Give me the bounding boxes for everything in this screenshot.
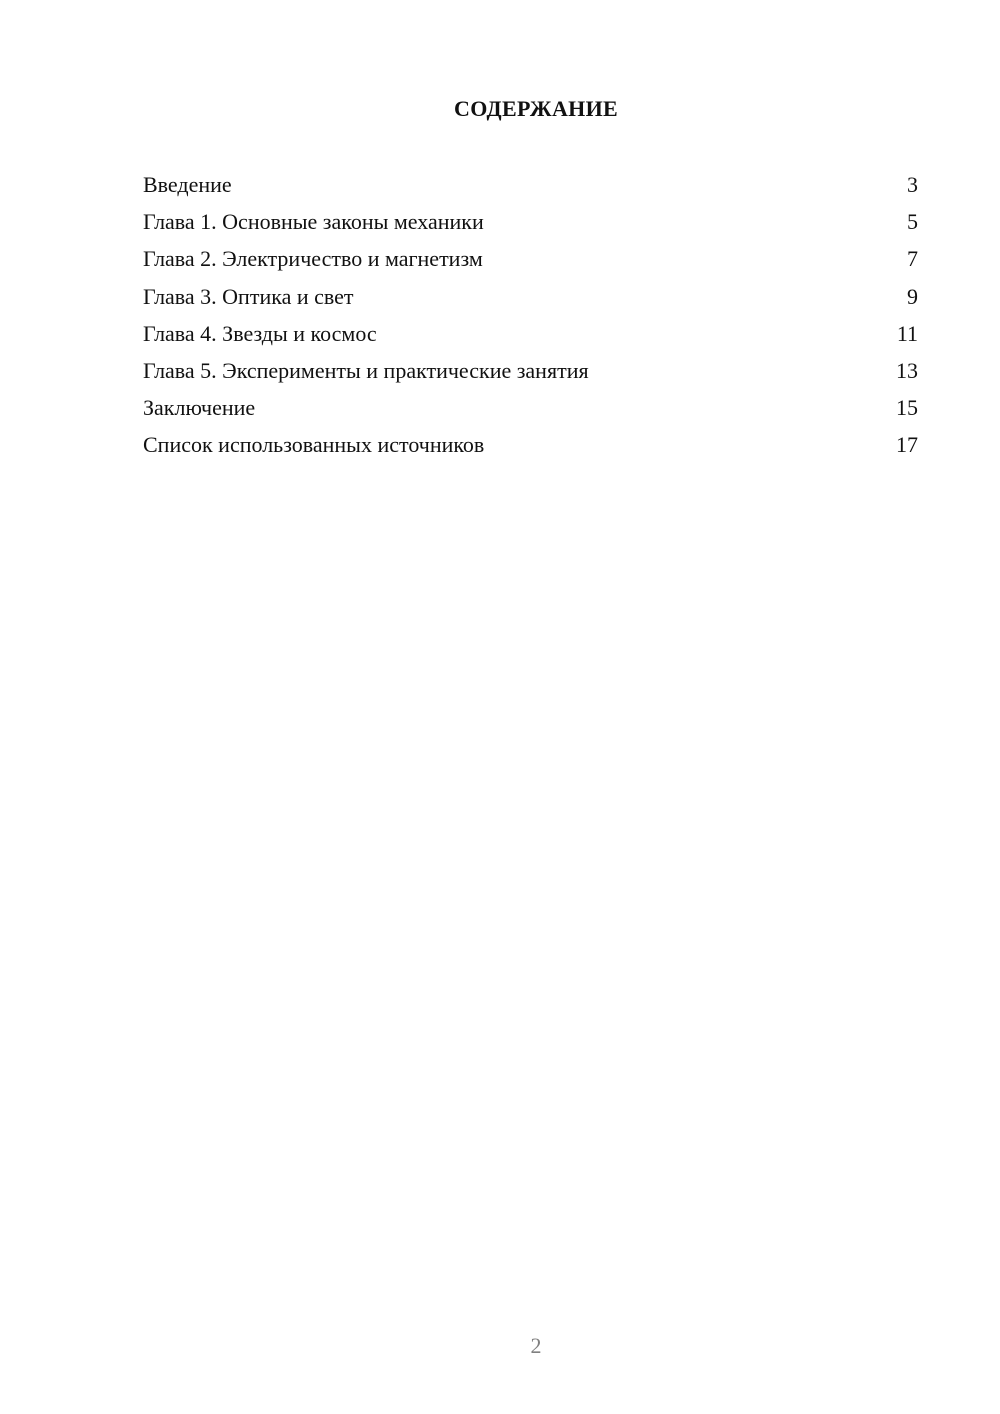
toc-item-page: 17 [896, 432, 918, 458]
toc-item [143, 428, 918, 465]
toc-item-page: 7 [907, 246, 918, 272]
toc-item-page: 13 [896, 357, 918, 383]
toc-item-label: Глава 2. Электричество и магнетизм [143, 246, 483, 272]
toc-item-page: 15 [896, 395, 918, 421]
toc-item [143, 168, 918, 205]
page-title: СОДЕРЖАНИЕ [454, 96, 618, 121]
toc-item-page: 11 [896, 320, 918, 346]
page-number: 2 [530, 1333, 542, 1358]
toc-item [143, 242, 918, 279]
toc-item-page: 5 [907, 209, 918, 235]
toc-item-label: Глава 4. Звезды и космос [143, 320, 377, 346]
toc-item [143, 205, 918, 242]
toc-item-label: Введение [143, 172, 232, 197]
toc-item-page: 3 [907, 172, 918, 197]
toc-item-label: Глава 5. Эксперименты и практические занятия [143, 357, 589, 383]
toc-item-label: Глава 1. Основные законы механики [143, 209, 484, 235]
toc-item-page: 9 [907, 283, 918, 309]
toc-item [143, 280, 918, 317]
toc-item [143, 391, 918, 428]
toc-item [143, 354, 918, 391]
toc-item-label: Список использованных источников [143, 432, 485, 458]
toc-item-label: Заключение [143, 395, 256, 421]
table-of-contents [143, 168, 918, 466]
toc-item [143, 317, 918, 354]
toc-item-label: Глава 3. Оптика и свет [143, 283, 354, 309]
